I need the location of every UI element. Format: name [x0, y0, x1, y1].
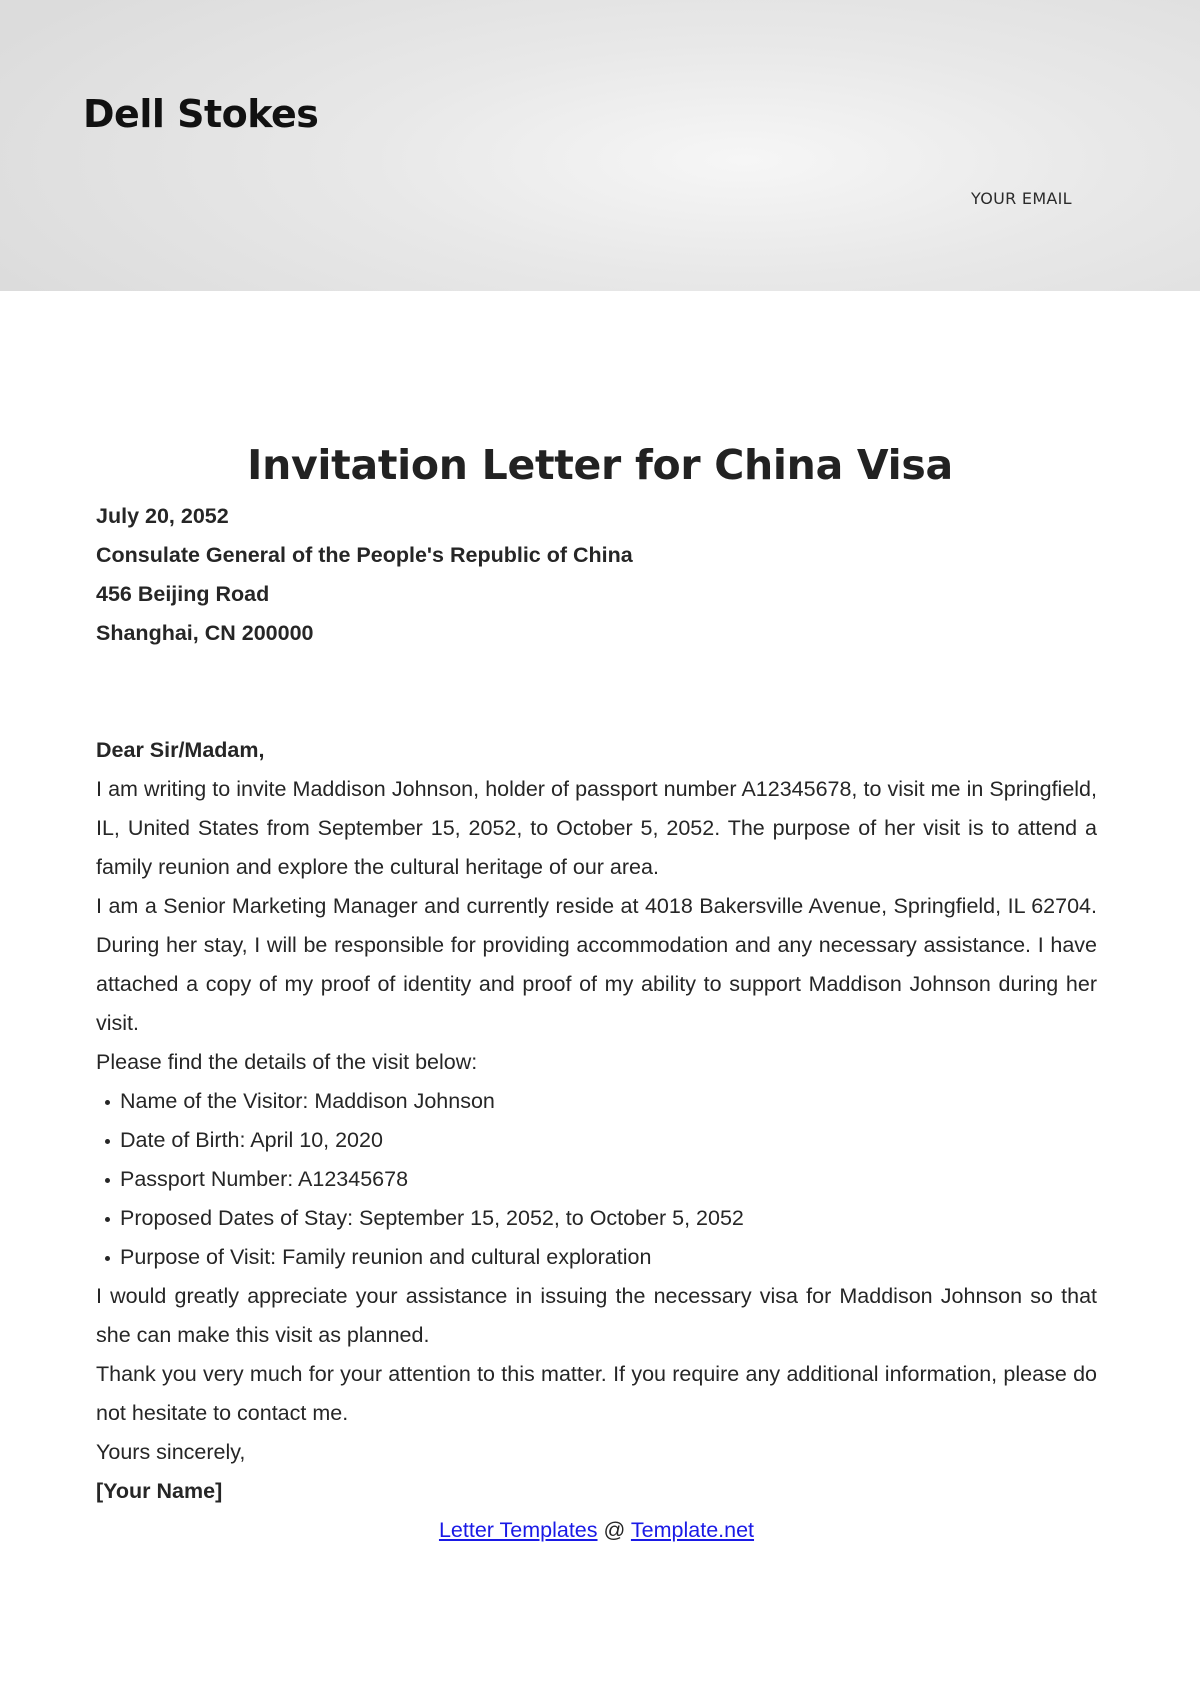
- template-net-link[interactable]: Template.net: [630, 1518, 755, 1542]
- list-item: Purpose of Visit: Family reunion and cultural exploration: [96, 1238, 1097, 1277]
- letter-date: July 20, 2052: [96, 504, 229, 528]
- paragraph-host-info: I am a Senior Marketing Manager and currently reside at 4018 Bakersville Avenue, Springfield, IL 62704. During her stay, I will be responsible for providing accommodation and any necessary assistance. I have attached a copy of my proof of identity and proof of my ability to support Maddison Johnson during her visit.: [96, 894, 1097, 1035]
- list-item: Proposed Dates of Stay: September 15, 2052, to October 5, 2052: [96, 1199, 1097, 1238]
- visit-details-list: [96, 1082, 1097, 1277]
- list-item: Passport Number: A12345678: [96, 1160, 1097, 1199]
- recipient-street: 456 Beijing Road: [96, 582, 270, 606]
- paragraph-invitation: I am writing to invite Maddison Johnson, holder of passport number A12345678, to visit me in Springfield, IL, United States from September 15, 2052, to October 5, 2052. The purpose of her visit is to attend a family reunion and explore the cultural heritage of our area.: [96, 777, 1097, 879]
- sender-name: Dell Stokes: [83, 92, 319, 136]
- list-item: Date of Birth: April 10, 2020: [96, 1121, 1097, 1160]
- letter-title: Invitation Letter for China Visa: [247, 441, 953, 489]
- letter-templates-link[interactable]: Letter Templates: [438, 1518, 598, 1542]
- paragraph-details-intro: Please find the details of the visit below:: [96, 1050, 478, 1074]
- footer-credit: [96, 1511, 1097, 1550]
- spacer: [96, 653, 1097, 731]
- paragraph-thanks: Thank you very much for your attention to this matter. If you require any additional information, please do not hesitate to contact me.: [96, 1362, 1097, 1425]
- letter-body: [96, 497, 1097, 1550]
- list-item: Name of the Visitor: Maddison Johnson: [96, 1082, 1097, 1121]
- sender-email: YOUR EMAIL: [971, 189, 1072, 208]
- signature-name: [Your Name]: [96, 1479, 223, 1503]
- salutation: Dear Sir/Madam,: [96, 738, 265, 762]
- letterhead-banner: [0, 0, 1200, 291]
- recipient-city: Shanghai, CN 200000: [96, 621, 314, 645]
- footer-separator: @: [603, 1518, 626, 1542]
- signoff: Yours sincerely,: [96, 1440, 246, 1464]
- paragraph-request: I would greatly appreciate your assistance in issuing the necessary visa for Maddison Johnson so that she can make this visit as planned.: [96, 1284, 1097, 1347]
- recipient-name: Consulate General of the People's Republic of China: [96, 543, 633, 567]
